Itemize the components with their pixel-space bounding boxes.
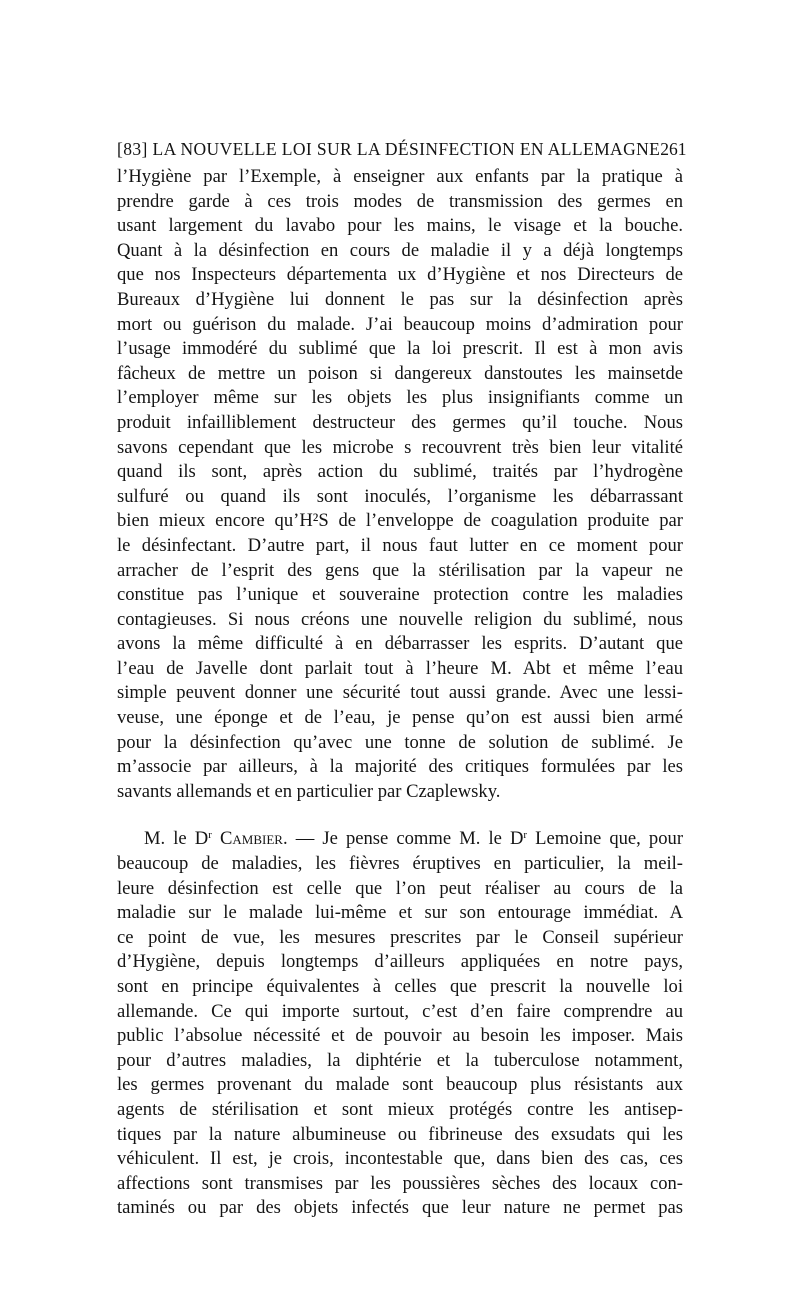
- text-line: produit infailliblement destructeur des germes qu’il touche. Nous: [117, 411, 683, 433]
- running-header: [117, 136, 687, 162]
- first-line-rest: . — Je pense comme M. le D: [282, 828, 524, 850]
- page-number: 261: [660, 139, 687, 159]
- text-line: savons cependant que les microbe s recouvrent très bien leur vitalité: [117, 436, 683, 458]
- paragraph-2-first-line: [117, 827, 683, 852]
- text-line: arracher de l’esprit des gens que la stérilisation par la vapeur ne: [117, 559, 683, 581]
- text-line: véhiculent. Il est, je crois, incontestable que, dans bien des cas, ces: [117, 1148, 683, 1170]
- book-page: [117, 136, 687, 1221]
- text-line: simple peuvent donner une sécurité tout aussi grande. Avec une lessi-: [117, 682, 683, 704]
- text-line: maladie sur le malade lui-même et sur son entourage immédiat. A: [117, 902, 683, 924]
- text-line: fâcheux de mettre un poison si dangereux danstoutes les mainsetde: [117, 362, 683, 384]
- text-line: usant largement du lavabo pour les mains, le visage et la bouche.: [117, 215, 683, 237]
- text-line: l’Hygiène par l’Exemple, à enseigner aux enfants par la pratique à: [117, 166, 683, 187]
- first-line-end: Lemoine que, pour: [527, 828, 683, 850]
- text-line: allemande. Ce qui importe surtout, c’est d’en faire comprendre au: [117, 1000, 683, 1022]
- paragraph-2: [117, 827, 683, 1221]
- text-line: contagieuses. Si nous créons une nouvelle religion du sublimé, nous: [117, 608, 683, 630]
- text-line: que nos Inspecteurs départementa ux d’Hygiène et nos Directeurs de: [117, 264, 683, 286]
- text-line: savants allemands et en particulier par Czaplewsky.: [117, 780, 501, 802]
- text-line: ce point de vue, les mesures prescrites par le Conseil supérieur: [117, 926, 683, 948]
- text-line: taminés ou par des objets infectés que leur nature ne permet pas: [117, 1197, 683, 1219]
- text-line: constitue pas l’unique et souveraine protection contre les maladies: [117, 584, 683, 606]
- text-line: mort ou guérison du malade. J’ai beaucoup moins d’admiration pour: [117, 313, 683, 335]
- speaker-prefix: M. le D: [144, 828, 209, 850]
- text-line: avons la même difficulté à en débarrasser les esprits. D’autant que: [117, 633, 683, 655]
- text-line: l’eau de Javelle dont parlait tout à l’heure M. Abt et même l’eau: [117, 657, 683, 679]
- text-line: d’Hygiène, depuis longtemps d’ailleurs appliquées en notre pays,: [117, 951, 683, 973]
- text-line: le désinfectant. D’autre part, il nous faut lutter en ce moment pour: [117, 534, 683, 556]
- first-line-sup: r: [523, 829, 528, 842]
- text-line: sulfuré ou quand ils sont inoculés, l’organisme les débarrassant: [117, 485, 683, 507]
- text-line: bien mieux encore qu’H²S de l’enveloppe de coagulation produite par: [117, 510, 683, 532]
- text-line: quand ils sont, après action du sublimé, traités par l’hydrogène: [117, 461, 683, 483]
- text-line: prendre garde à ces trois modes de transmission des germes en: [117, 190, 683, 212]
- text-line: Quant à la désinfection en cours de maladie il y a déjà longtemps: [117, 239, 683, 261]
- text-line: agents de stérilisation et sont mieux protégés contre les antisep-: [117, 1098, 683, 1120]
- text-line: sont en principe équivalentes à celles que prescrit la nouvelle loi: [117, 976, 683, 997]
- text-line: tiques par la nature albumineuse ou fibrineuse des exsudats qui les: [117, 1123, 683, 1145]
- paragraph-1: [117, 165, 683, 804]
- text-line: affections sont transmises par les poussières sèches des locaux con-: [117, 1172, 683, 1194]
- text-line: les germes provenant du malade sont beaucoup plus résistants aux: [117, 1074, 683, 1096]
- text-line: leure désinfection est celle que l’on peut réaliser au cours de la: [117, 877, 683, 899]
- running-title: [83] LA NOUVELLE LOI SUR LA DÉSINFECTION EN ALLEMAGNE: [117, 139, 661, 159]
- text-line: beaucoup de maladies, les fièvres éruptives en particulier, la meil-: [117, 853, 683, 875]
- speaker-name: Cambier: [219, 828, 283, 850]
- text-line: pour la désinfection qu’avec une tonne de solution de sublimé. Je: [117, 731, 683, 753]
- speaker-title-sup: r: [208, 829, 212, 842]
- text-line: public l’absolue nécessité et de pouvoir au besoin les imposer. Mais: [117, 1025, 683, 1047]
- text-line: l’employer même sur les objets les plus insignifiants comme un: [117, 387, 683, 409]
- text-line: Bureaux d’Hygiène lui donnent le pas sur la désinfection après: [117, 288, 683, 310]
- text-line: m’associe par ailleurs, à la majorité des critiques formulées par les: [117, 756, 683, 778]
- text-line: veuse, une éponge et de l’eau, je pense qu’on est aussi bien armé: [117, 707, 683, 729]
- text-line: pour d’autres maladies, la diphtérie et la tuberculose notamment,: [117, 1049, 683, 1071]
- text-line: l’usage immodéré du sublimé que la loi prescrit. Il est à mon avis: [117, 338, 683, 360]
